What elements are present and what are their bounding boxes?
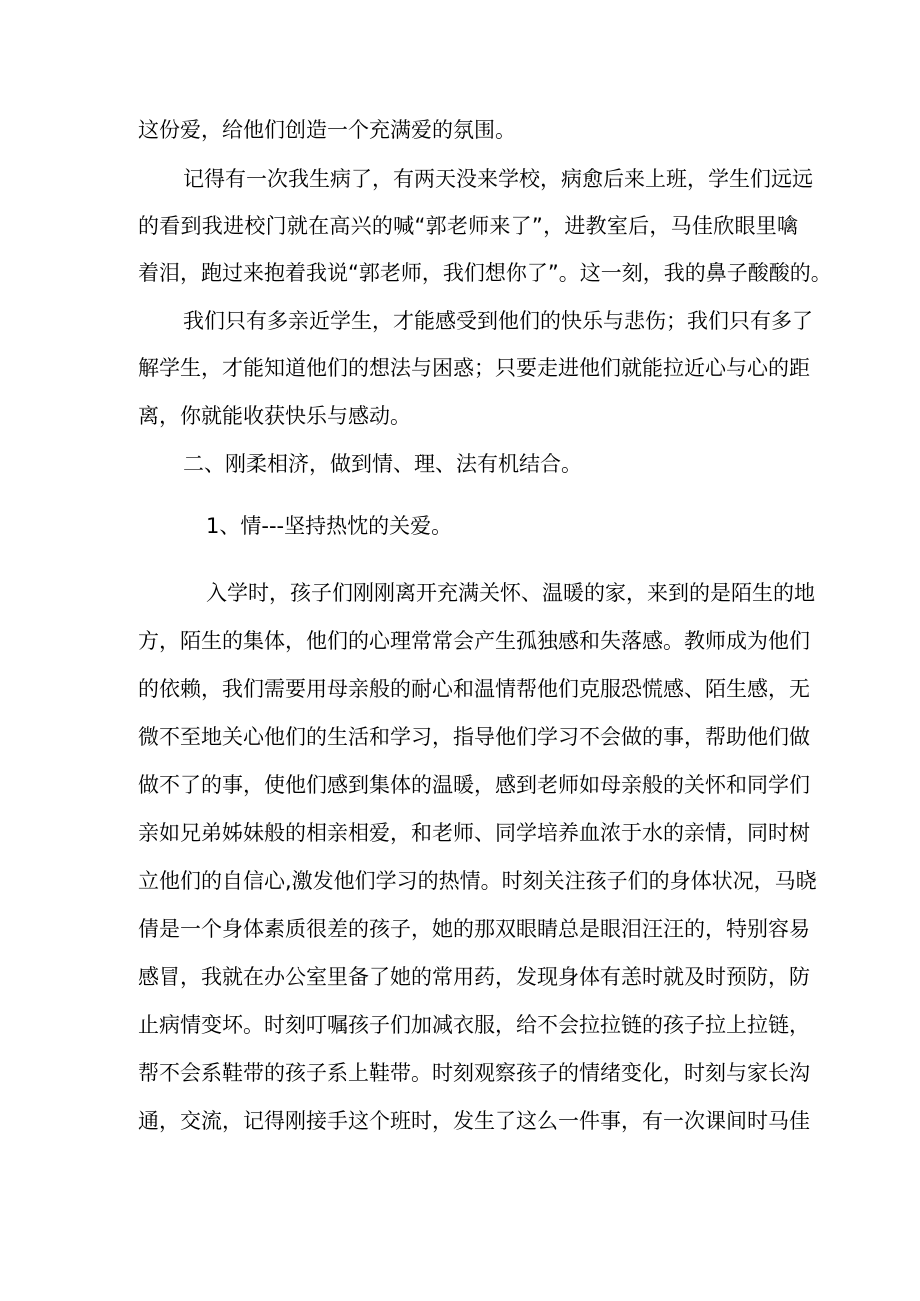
paragraph-line: 离，你就能收获快乐与感动。 [138, 404, 411, 428]
paragraph-line: 着泪，跑过来抱着我说“郭老师，我们想你了”。这一刻，我的鼻子酸酸的。 [138, 261, 832, 285]
paragraph-line: 的看到我进校门就在高兴的喊“郭老师来了”，进教室后，马佳欣眼里噙 [138, 214, 798, 238]
paragraph-line: 我们只有多亲近学生，才能感受到他们的快乐与悲伤；我们只有多了 [183, 309, 813, 333]
paragraph-line: 做不了的事，使他们感到集体的温暖，感到老师如母亲般的关怀和同学们 [138, 773, 810, 797]
paragraph-line: 感冒，我就在办公室里备了她的常用药，发现身体有恙时就及时预防，防 [138, 965, 810, 989]
paragraph-line: 解学生，才能知道他们的想法与困惑；只要走进他们就能拉近心与心的距 [138, 356, 810, 380]
subsection-heading: 1、情---坚持热忱的关爱。 [206, 514, 453, 538]
section-heading: 二、刚柔相济，做到情、理、法有机结合。 [183, 452, 582, 476]
paragraph-line: 止病情变坏。时刻叮嘱孩子们加减衣服，给不会拉拉链的孩子拉上拉链， [138, 1013, 810, 1037]
paragraph-line: 微不至地关心他们的生活和学习，指导他们学习不会做的事，帮助他们做 [138, 725, 810, 749]
paragraph-line: 这份爱，给他们创造一个充满爱的氛围。 [138, 118, 516, 142]
paragraph-line: 记得有一次我生病了，有两天没来学校，病愈后来上班，学生们远远 [183, 167, 813, 191]
paragraph-line: 亲如兄弟姊妹般的相亲相爱，和老师、同学培养血浓于水的亲情，同时树 [138, 821, 810, 845]
paragraph-line: 方，陌生的集体，他们的心理常常会产生孤独感和失落感。教师成为他们 [138, 629, 810, 653]
paragraph-line: 入学时，孩子们刚刚离开充满关怀、温暖的家，来到的是陌生的地 [206, 581, 815, 605]
paragraph-line: 的依赖，我们需要用母亲般的耐心和温情帮他们克服恐慌感、陌生感，无 [138, 677, 810, 701]
paragraph-line: 帮不会系鞋带的孩子系上鞋带。时刻观察孩子的情绪变化，时刻与家长沟 [138, 1061, 810, 1085]
paragraph-line: 立他们的自信心,激发他们学习的热情。时刻关注孩子们的身体状况，马晓 [138, 869, 817, 893]
paragraph-line: 倩是一个身体素质很差的孩子，她的那双眼睛总是眼泪汪汪的，特别容易 [138, 917, 810, 941]
paragraph-line: 通，交流，记得刚接手这个班时，发生了这么一件事，有一次课间时马佳 [138, 1109, 810, 1133]
